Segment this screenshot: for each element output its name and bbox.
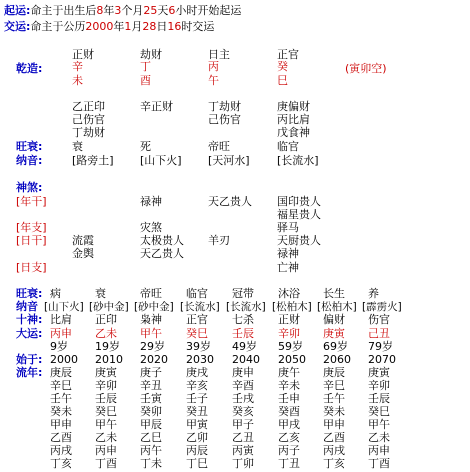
dayun-nayin-cell: [松柏木]	[317, 301, 357, 313]
jiaoyun-unit2: 月	[131, 20, 143, 33]
liunian-cell: 甲戌	[278, 418, 300, 431]
dayun-nayin-cell: [砂中金]	[89, 301, 129, 313]
liunian-cell: 辛丑	[140, 379, 162, 392]
dayun-shishen-cell: 正印	[95, 313, 117, 326]
dayun-startyear-cell: 2060	[323, 353, 351, 366]
liunian-cell: 丙辰	[186, 444, 208, 457]
shensha-rigan-col1-1: 流霞	[72, 234, 94, 247]
liunian-cell: 辛巳	[50, 379, 72, 392]
liunian-cell: 丙戌	[50, 444, 72, 457]
canggan-month-1: 辛正财	[140, 100, 173, 113]
dayun-wangshuai-cell: 冠带	[232, 287, 254, 300]
dayun-dayun-label: 大运:	[16, 327, 43, 340]
liunian-cell: 乙酉	[50, 431, 72, 444]
canggan-day-2: 己伤官	[208, 113, 241, 126]
canggan-year-3: 丁劫财	[72, 126, 105, 139]
dayun-ganzhi-cell: 庚寅	[323, 327, 345, 340]
jiaoyun-day: 28	[142, 20, 157, 33]
wangshuai-month: 死	[140, 140, 151, 153]
jiaoyun-hour: 16	[167, 20, 182, 33]
shensha-rigan-col4-1: 天厨贵人	[277, 234, 321, 247]
liunian-cell: 丁未	[140, 457, 162, 470]
dayun-startyear-cell: 2040	[232, 353, 260, 366]
canggan-day-1: 丁劫财	[208, 100, 241, 113]
dayun-ganzhi-cell: 己丑	[368, 327, 390, 340]
liunian-cell: 癸未	[323, 405, 345, 418]
qiyun-unit3: 天	[157, 4, 169, 17]
nayin-hour: [长流水]	[277, 154, 319, 167]
jiaoyun-unit1: 年	[113, 20, 125, 33]
qiyun-prefix: 命主于出生后	[30, 4, 97, 17]
dayun-age-cell: 19岁	[95, 340, 120, 353]
liunian-cell: 丙戌	[323, 444, 345, 457]
dayun-wangshuai-cell: 病	[50, 287, 61, 300]
liunian-cell: 癸巳	[95, 405, 117, 418]
shensha-niangan-col3: 天乙贵人	[208, 195, 252, 208]
liunian-cell: 丙子	[278, 444, 300, 457]
liunian-cell: 丙申	[95, 444, 117, 457]
liunian-cell: 甲辰	[140, 418, 162, 431]
dayun-age-cell: 9岁	[50, 340, 68, 353]
liunian-cell: 癸酉	[278, 405, 300, 418]
dayun-startyear-cell: 2010	[95, 353, 123, 366]
liunian-cell: 甲午	[368, 418, 390, 431]
dayun-nayin-cell: [长流水]	[180, 301, 220, 313]
liunian-cell: 癸未	[50, 405, 72, 418]
shensha-rigan-col4-2: 禄神	[277, 247, 299, 260]
dayun-startyear-cell: 2070	[368, 353, 396, 366]
dayun-ganzhi-cell: 辛卯	[278, 327, 300, 340]
liunian-cell: 丁卯	[232, 457, 254, 470]
liunian-cell: 乙未	[95, 431, 117, 444]
liunian-cell: 丁丑	[278, 457, 300, 470]
liunian-cell: 乙亥	[278, 431, 300, 444]
pillar-shishen-month: 劫财	[140, 48, 162, 61]
branch-year: 未	[72, 74, 83, 87]
liunian-cell: 庚申	[232, 366, 254, 379]
shensha-niangan-col4-3: 驿马	[277, 221, 299, 234]
qiyun-unit4: 小时开始起运	[175, 4, 242, 17]
shensha-niangan-col4-1: 国印贵人	[277, 195, 321, 208]
shensha-rigan-col2-2: 天乙贵人	[140, 247, 184, 260]
liunian-cell: 癸亥	[232, 405, 254, 418]
liunian-cell: 乙巳	[140, 431, 162, 444]
canggan-year-2: 己伤官	[72, 113, 105, 126]
liunian-cell: 丁巳	[186, 457, 208, 470]
liunian-cell: 丙申	[368, 444, 390, 457]
kongwang: (寅卯空)	[345, 62, 387, 75]
liunian-cell: 庚寅	[95, 366, 117, 379]
dayun-wangshuai-cell: 长生	[323, 287, 345, 300]
shensha-nianzhi-label: [年支]	[16, 221, 47, 234]
liunian-cell: 丁亥	[323, 457, 345, 470]
dayun-age-cell: 59岁	[278, 340, 303, 353]
dayun-ganzhi-cell: 癸巳	[186, 327, 208, 340]
liunian-cell: 壬子	[186, 392, 208, 405]
liunian-cell: 庚辰	[323, 366, 345, 379]
shensha-rigan-col2-1: 太极贵人	[140, 234, 184, 247]
stem-hour: 癸	[277, 60, 288, 73]
shensha-niangan-col2: 禄神	[140, 195, 162, 208]
nayin-day: [天河水]	[208, 154, 250, 167]
liunian-cell: 辛亥	[186, 379, 208, 392]
liunian-cell: 甲申	[323, 418, 345, 431]
dayun-startyear-cell: 2050	[278, 353, 306, 366]
liunian-cell: 壬申	[278, 392, 300, 405]
dayun-shishen-cell: 正官	[186, 313, 208, 326]
liunian-cell: 乙卯	[186, 431, 208, 444]
nayin-year: [路旁土]	[72, 154, 114, 167]
qiyun-years: 8	[96, 4, 104, 17]
liunian-cell: 癸丑	[186, 405, 208, 418]
shensha-rigan-col3: 羊刃	[208, 234, 230, 247]
liunian-cell: 丙寅	[232, 444, 254, 457]
dayun-age-cell: 79岁	[368, 340, 393, 353]
liunian-cell: 壬午	[50, 392, 72, 405]
qiyun-hours: 6	[168, 4, 176, 17]
liunian-cell: 丁亥	[50, 457, 72, 470]
liunian-cell: 乙丑	[232, 431, 254, 444]
jiaoyun-label: 交运:	[4, 20, 31, 33]
liunian-cell: 甲午	[95, 418, 117, 431]
dayun-nayin-cell: [长流水]	[226, 301, 266, 313]
jiaoyun-year: 2000	[85, 20, 114, 33]
shensha-rigan-col1-2: 金舆	[72, 247, 94, 260]
shensha-rizhi-col4: 亡神	[277, 261, 299, 274]
shensha-niangan-col4-2: 福星贵人	[277, 208, 321, 221]
pillar-shishen-year: 正财	[72, 48, 94, 61]
qiyun-months: 3	[114, 4, 122, 17]
wangshuai-day: 帝旺	[208, 140, 230, 153]
dayun-ganzhi-cell: 甲午	[140, 327, 162, 340]
dayun-shishen-cell: 枭神	[140, 313, 162, 326]
dayun-age-cell: 29岁	[140, 340, 165, 353]
dayun-startyear-cell: 2030	[186, 353, 214, 366]
dayun-age-cell: 69岁	[323, 340, 348, 353]
stem-year: 辛	[72, 60, 83, 73]
liunian-cell: 甲子	[232, 418, 254, 431]
qiyun-label: 起运:	[4, 4, 31, 17]
shensha-nianzhi-col2: 灾煞	[140, 221, 162, 234]
shensha-rizhi-label: [日支]	[16, 261, 47, 274]
qiyun-unit1: 年	[103, 4, 115, 17]
branch-month: 酉	[140, 74, 151, 87]
shensha-title: 神煞:	[16, 181, 43, 194]
dayun-nayin-cell: [霹雳火]	[362, 301, 402, 313]
dayun-age-cell: 49岁	[232, 340, 257, 353]
jiaoyun-month: 1	[124, 20, 132, 33]
liunian-cell: 癸巳	[368, 405, 390, 418]
canggan-hour-2: 丙比肩	[277, 113, 310, 126]
dayun-shishen-label: 十神:	[16, 313, 43, 326]
wangshuai-hour: 临官	[277, 140, 299, 153]
nayin-label: 纳音:	[16, 154, 43, 167]
wangshuai-label: 旺衰:	[16, 140, 43, 153]
liunian-cell: 庚寅	[368, 366, 390, 379]
liunian-cell: 壬戌	[232, 392, 254, 405]
liunian-cell: 辛卯	[368, 379, 390, 392]
qiyun-days: 25	[143, 4, 158, 17]
dayun-nayin-cell: [山下火]	[44, 301, 84, 313]
dayun-shishen-cell: 正财	[278, 313, 300, 326]
dayun-wangshuai-label: 旺衰:	[16, 287, 43, 300]
jiaoyun-line	[4, 20, 214, 34]
jiaoyun-unit4: 时交运	[181, 20, 215, 33]
liunian-cell: 庚子	[140, 366, 162, 379]
stem-month: 丁	[140, 60, 151, 73]
dayun-shishen-cell: 比肩	[50, 313, 72, 326]
liunian-cell: 辛巳	[323, 379, 345, 392]
liunian-cell: 丁酉	[95, 457, 117, 470]
liunian-cell: 癸卯	[140, 405, 162, 418]
dayun-liunian-label: 流年:	[16, 366, 43, 379]
liunian-cell: 辛卯	[95, 379, 117, 392]
liunian-cell: 辛酉	[232, 379, 254, 392]
liunian-cell: 庚午	[278, 366, 300, 379]
liunian-cell: 庚戌	[186, 366, 208, 379]
liunian-cell: 壬午	[323, 392, 345, 405]
liunian-cell: 甲申	[50, 418, 72, 431]
shensha-rigan-label: [日干]	[16, 234, 47, 247]
liunian-cell: 壬辰	[368, 392, 390, 405]
shensha-niangan-label: [年干]	[16, 195, 47, 208]
jiaoyun-unit3: 日	[156, 20, 168, 33]
canggan-year-1: 乙正印	[72, 100, 105, 113]
nayin-month: [山下火]	[140, 154, 182, 167]
liunian-cell: 丙午	[140, 444, 162, 457]
canggan-hour-1: 庚偏财	[277, 100, 310, 113]
stem-day: 丙	[208, 60, 219, 73]
branch-hour: 巳	[277, 74, 288, 87]
pillar-shishen-day: 日主	[208, 48, 230, 61]
wangshuai-year: 衰	[72, 140, 83, 153]
dayun-wangshuai-cell: 养	[368, 287, 379, 300]
dayun-shishen-cell: 伤官	[368, 313, 390, 326]
branch-day: 午	[208, 74, 219, 87]
pillar-shishen-hour: 正官	[277, 48, 299, 61]
dayun-shishen-cell: 七杀	[232, 313, 254, 326]
dayun-ganzhi-cell: 壬辰	[232, 327, 254, 340]
liunian-cell: 辛未	[278, 379, 300, 392]
dayun-wangshuai-cell: 沐浴	[278, 287, 300, 300]
dayun-nayin-cell: [砂中金]	[134, 301, 174, 313]
dayun-nayin-cell: [松柏木]	[272, 301, 312, 313]
dayun-nayin-label: 纳音	[16, 300, 38, 313]
dayun-ganzhi-cell: 乙未	[95, 327, 117, 340]
dayun-ganzhi-cell: 丙申	[50, 327, 72, 340]
dayun-age-cell: 39岁	[186, 340, 211, 353]
dayun-startyear-cell: 2020	[140, 353, 168, 366]
dayun-shishen-cell: 偏财	[323, 313, 345, 326]
qiyun-unit2: 个月	[121, 4, 144, 17]
dayun-wangshuai-cell: 帝旺	[140, 287, 162, 300]
qianzao-label: 乾造:	[16, 62, 43, 75]
liunian-cell: 甲寅	[186, 418, 208, 431]
liunian-cell: 乙酉	[323, 431, 345, 444]
liunian-cell: 乙未	[368, 431, 390, 444]
dayun-wangshuai-cell: 临官	[186, 287, 208, 300]
liunian-cell: 壬辰	[95, 392, 117, 405]
dayun-startyear-cell: 2000	[50, 353, 78, 366]
liunian-cell: 庚辰	[50, 366, 72, 379]
canggan-hour-3: 戊食神	[277, 126, 310, 139]
liunian-cell: 丁酉	[368, 457, 390, 470]
jiaoyun-prefix: 命主于公历	[30, 20, 86, 33]
liunian-cell: 壬寅	[140, 392, 162, 405]
dayun-wangshuai-cell: 衰	[95, 287, 106, 300]
qiyun-line	[4, 4, 241, 18]
dayun-shiyu-label: 始于:	[16, 353, 43, 366]
